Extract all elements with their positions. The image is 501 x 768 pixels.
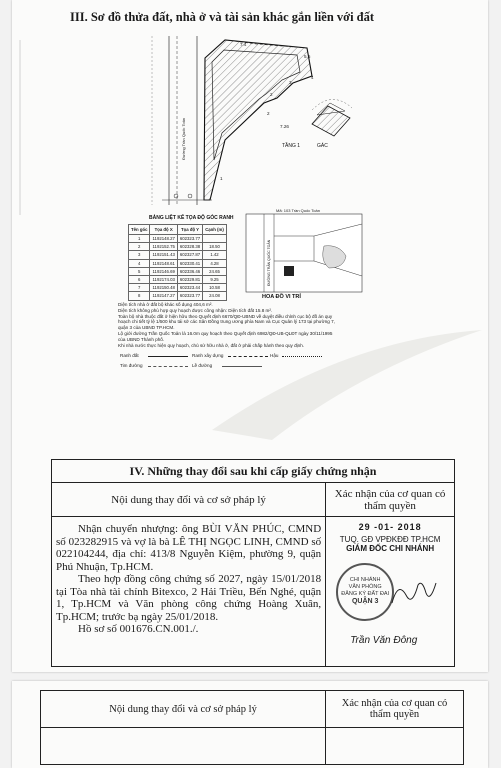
confirm-date: 29 -01- 2018 — [358, 522, 422, 532]
empty-content-cell — [41, 728, 326, 765]
coord-header: Tọa độ X — [150, 225, 177, 235]
legend-line — [148, 356, 188, 357]
changes-table — [51, 459, 455, 667]
official-stamp: CHI NHÁNH VĂN PHÒNG ĐĂNG KÝ ĐẤT ĐAI QUẬN 3 — [336, 563, 394, 621]
certificate-page-1 — [12, 0, 488, 672]
site-location-map — [244, 206, 364, 298]
note-line: Lộ giới đường Trần Quốc Toản là 16.0m quy hoạch theo Quyết định 6982/QĐ-UB-QLĐT ngày 30/11/1995 — [118, 330, 333, 336]
svg-text:2: 2 — [270, 92, 273, 97]
table-row: 2 1192152.75 602328.38 18.50 — [129, 243, 227, 251]
contract-paragraph: Theo hợp đồng công chứng số 2027, ngày 15/01/2018 tại Tòa nhà tài chính Bitexco, 2 Hải Triều, Bến Nghé, quận 1, Tp.HCM và Văn phòng công chứng Hoàng Xuân, Tp.HCM; trước bạ ngày 25/01/2018. — [56, 573, 322, 623]
street-label: Đường Trần Quốc Toản — [181, 117, 186, 160]
svg-text:7.4: 7.4 — [240, 42, 247, 47]
coord-header: Tọa độ Y — [177, 225, 202, 235]
svg-text:1: 1 — [220, 176, 223, 181]
file-number: Hồ sơ số 001676.CN.001./. — [78, 623, 199, 635]
site-map-street: ĐƯỜNG TRẦN QUỐC TOẢN — [267, 239, 271, 286]
decorative-swoosh — [212, 330, 482, 450]
note-line: Toàn bộ nhà thuộc đất ở hiện hữu theo Quyết định 6670/QĐ-UBND về duyệt điều chỉnh cục bộ đồ án quy — [118, 313, 333, 319]
legend-centerline: Tim đường — [120, 363, 143, 368]
svg-text:4: 4 — [311, 75, 314, 80]
table-row: 3 1192151.43 602327.87 1.42 — [129, 251, 227, 259]
signature-mark — [388, 575, 438, 611]
legend-curb: Lề đường — [192, 363, 213, 368]
land-plot-diagram — [12, 0, 488, 215]
site-map-ref: Mã: 103 Trần Quốc Toản — [276, 208, 320, 213]
table-row: 4 1192148.61 602330.41 4.28 — [129, 259, 227, 267]
legend-land-boundary: Ranh đất — [120, 353, 139, 358]
confirmation-cell — [326, 517, 455, 667]
coord-table-caption: BẢNG LIỆT KÊ TỌA ĐỘ GÓC RANH — [149, 215, 234, 221]
floor-label: TẦNG 1 — [282, 143, 301, 149]
changes-table-continued — [40, 690, 464, 765]
note-line: Khi nhà nước thực hiện quy hoạch, chủ sử hữu nhà ở, đất ở phải chấp hành theo quy định. — [118, 342, 305, 348]
content-column-header: Nội dung thay đổi và cơ sở pháp lý — [41, 691, 326, 728]
legend-line — [148, 366, 188, 367]
note-line: quận 3 của UBND TP.HCM. — [118, 325, 175, 331]
empty-confirm-cell — [326, 728, 464, 765]
site-map-title: HỌA ĐỒ VỊ TRÍ — [262, 294, 301, 298]
confirm-column-header: Xác nhận của cơ quan có thẩm quyền — [326, 691, 464, 728]
table-row: 1 1192148.27 602323.77 — [129, 235, 227, 243]
change-content — [52, 517, 326, 667]
coord-header: Cạnh (m) — [203, 225, 227, 235]
table-row: 8 1192147.27 602323.77 24.08 — [129, 292, 227, 300]
table-row: 6 1192174.03 602329.81 9.25 — [129, 275, 227, 283]
legend-build-boundary: Ranh xây dựng — [192, 353, 224, 358]
attic-label: GÁC — [317, 143, 328, 149]
svg-text:2: 2 — [267, 111, 270, 116]
section-4-title: IV. Những thay đổi sau khi cấp giấy chứng nhận — [52, 460, 455, 483]
svg-text:7.26: 7.26 — [280, 124, 289, 129]
note-line: của UBND Thành phố. — [118, 336, 165, 342]
signer-name: Trần Văn Đông — [350, 635, 418, 646]
note-line: hoạch chi tiết tỷ lệ 1/500 khu tái sở các Sân Đồng trung ương phía Nam và Cục Quản lý 173 tại phường 7, — [118, 319, 335, 325]
section-3-title: III. Sơ đồ thửa đất, nhà ở và tài sản khác gắn liền với đất — [70, 10, 375, 24]
confirm-org-line1: TUQ. GĐ VPĐKĐĐ TP.HCM — [339, 535, 441, 544]
note-line: Diện tích không phù hợp quy hoạch được công nhận: Diện tích đất 15.8 m². — [118, 307, 273, 313]
table-row: 7 1192150.48 602323.44 10.58 — [129, 284, 227, 292]
content-column-header: Nội dung thay đổi và cơ sở pháp lý — [52, 483, 326, 517]
coord-header: Tên góc — [129, 225, 150, 235]
certificate-page-2 — [12, 681, 488, 768]
table-row: 5 1192146.69 602336.46 24.65 — [129, 267, 227, 275]
svg-text:5.5: 5.5 — [304, 54, 311, 59]
coordinate-table — [128, 224, 227, 301]
confirm-column-header: Xác nhận của cơ quan có thẩm quyền — [326, 483, 455, 517]
legend-rear: Hậu — [270, 353, 279, 358]
transfer-paragraph: Nhận chuyển nhượng: ông BÙI VĂN PHÚC, CMND số 023282915 và vợ là bà LÊ THỊ NGỌC LINH, CMND số 022104244, địa chỉ: 413/8 Nguyễn Kiệm, phường 9, quận Phú Nhuận, Tp.HCM. — [56, 523, 322, 573]
note-line: Diện tích nhà ở đất bộ khác số dụng 404,6 m². — [118, 302, 213, 307]
confirm-org-line2: GIÁM ĐỐC CHI NHÁNH — [346, 544, 435, 553]
svg-text:3: 3 — [289, 80, 292, 85]
